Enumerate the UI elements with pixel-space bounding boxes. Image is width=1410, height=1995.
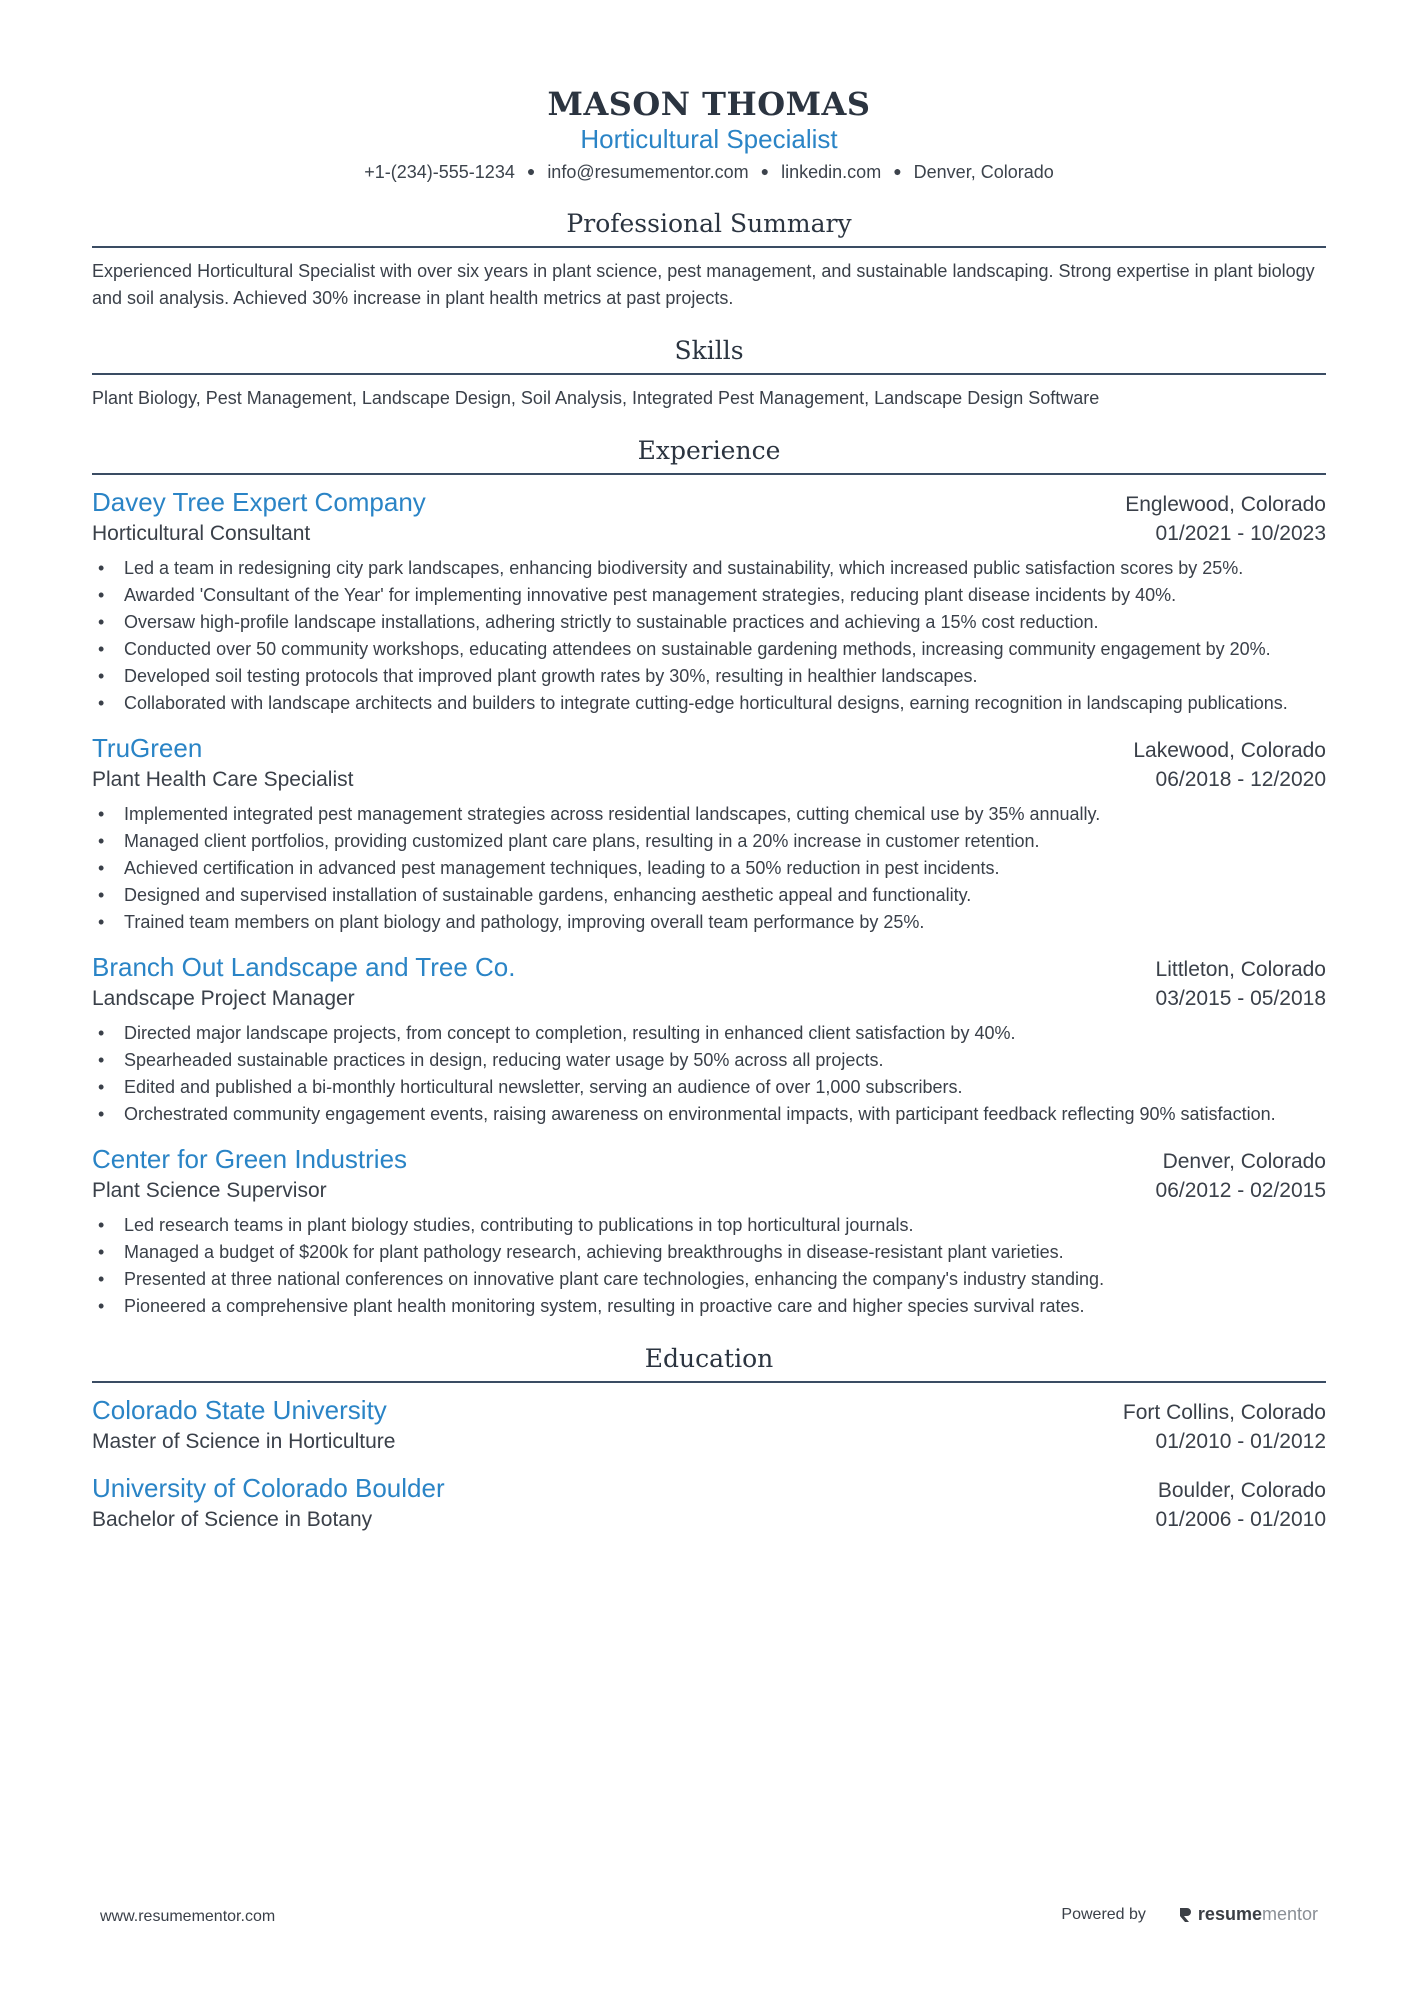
list-item: • Collaborated with landscape architects and builders to integrate cutting-edge horticultural designs, earning recognition in landscaping publications.	[124, 690, 1326, 717]
contact-line	[92, 160, 1326, 185]
job-bullets	[92, 1212, 1326, 1320]
job-header-row	[92, 950, 1326, 984]
education-section	[92, 1344, 1326, 1535]
experience-section	[92, 436, 1326, 1320]
summary-text: Experienced Horticultural Specialist with over six years in plant science, pest management, and sustainable landscaping. Strong expertise in plant biology and soil analysis. Achieved 30% increase in plant health metrics at past projects.	[92, 261, 1315, 308]
degree: Master of Science in Horticulture	[92, 1430, 396, 1453]
skills-text: Plant Biology, Pest Management, Landscape Design, Soil Analysis, Integrated Pest Management, Landscape Design Software	[92, 388, 1100, 408]
school-name: University of Colorado Boulder	[92, 1473, 445, 1503]
company-name: Branch Out Landscape and Tree Co.	[92, 952, 516, 982]
list-item: • Trained team members on plant biology and pathology, improving overall team performance by 25%.	[124, 909, 1326, 936]
job-bullets	[92, 1020, 1326, 1128]
job-header-row	[92, 1142, 1326, 1176]
list-item: • Spearheaded sustainable practices in design, reducing water usage by 50% across all projects.	[124, 1047, 1326, 1074]
list-item: • Pioneered a comprehensive plant health monitoring system, resulting in proactive care and higher species survival rates.	[124, 1293, 1326, 1320]
degree: Bachelor of Science in Botany	[92, 1508, 373, 1531]
job-bullets	[92, 555, 1326, 717]
section-title: Professional Summary	[92, 209, 1326, 248]
contact-email[interactable]: info@resumementor.com	[547, 162, 749, 182]
brand-wordmark	[1198, 1904, 1318, 1925]
resumementor-logo-icon	[1178, 1906, 1192, 1924]
school-header-row	[92, 1393, 1326, 1427]
candidate-role: Horticultural Specialist	[580, 124, 838, 154]
brand-logo[interactable]	[1178, 1904, 1318, 1925]
job-location: Denver, Colorado	[1162, 1150, 1326, 1173]
job-location: Lakewood, Colorado	[1133, 739, 1326, 762]
job-location: Englewood, Colorado	[1125, 493, 1326, 516]
job-position: Plant Health Care Specialist	[92, 768, 354, 791]
job-dates: 03/2015 - 05/2018	[1155, 987, 1326, 1010]
skills-section	[92, 336, 1326, 412]
resume-header	[92, 84, 1326, 185]
job-entry	[92, 950, 1326, 1128]
section-title: Skills	[92, 336, 1326, 375]
list-item: • Designed and supervised installation of sustainable gardens, enhancing aesthetic appeal and functionality.	[124, 882, 1326, 909]
list-item: • Oversaw high-profile landscape installations, adhering strictly to sustainable practices and achieving a 15% cost reduction.	[124, 609, 1326, 636]
company-name: TruGreen	[92, 733, 203, 763]
school-subheader-row	[92, 1427, 1326, 1457]
school-location: Fort Collins, Colorado	[1122, 1401, 1326, 1424]
school-entry	[92, 1471, 1326, 1535]
separator-dot: ●	[526, 163, 536, 179]
list-item: • Orchestrated community engagement events, raising awareness on environmental impacts, with participant feedback reflecting 90% satisfaction.	[124, 1101, 1326, 1128]
school-header-row	[92, 1471, 1326, 1505]
powered-by-label: Powered by	[1061, 1905, 1146, 1923]
list-item: • Awarded 'Consultant of the Year' for implementing innovative pest management strategies, reducing plant disease incidents by 40%.	[124, 582, 1326, 609]
job-dates: 01/2021 - 10/2023	[1155, 522, 1326, 545]
resume-page	[92, 84, 1326, 1535]
candidate-name: MASON THOMAS	[547, 85, 871, 123]
footer-branding	[1061, 1904, 1318, 1925]
job-subheader-row	[92, 984, 1326, 1014]
job-subheader-row	[92, 519, 1326, 549]
job-entry	[92, 485, 1326, 717]
job-list	[92, 485, 1326, 1320]
brand-light: mentor	[1261, 1904, 1318, 1924]
job-header-row	[92, 731, 1326, 765]
summary-section	[92, 209, 1326, 312]
school-location: Boulder, Colorado	[1157, 1479, 1326, 1502]
school-name: Colorado State University	[92, 1395, 387, 1425]
job-position: Plant Science Supervisor	[92, 1179, 327, 1202]
contact-location: Denver, Colorado	[913, 162, 1054, 182]
list-item: • Managed client portfolios, providing customized plant care plans, resulting in a 20% increase in customer retention.	[124, 828, 1326, 855]
list-item: • Implemented integrated pest management strategies across residential landscapes, cutting chemical use by 35% annually.	[124, 801, 1326, 828]
list-item: • Led a team in redesigning city park landscapes, enhancing biodiversity and sustainability, which increased public satisfaction scores by 25%.	[124, 555, 1326, 582]
school-entry	[92, 1393, 1326, 1457]
brand-bold: resume	[1197, 1904, 1262, 1924]
list-item: • Conducted over 50 community workshops, educating attendees on sustainable gardening methods, increasing community engagement by 20%.	[124, 636, 1326, 663]
job-subheader-row	[92, 765, 1326, 795]
list-item: • Managed a budget of $200k for plant pathology research, achieving breakthroughs in disease-resistant plant varieties.	[124, 1239, 1326, 1266]
contact-phone: +1-(234)-555-1234	[364, 162, 515, 182]
list-item: • Developed soil testing protocols that improved plant growth rates by 30%, resulting in healthier landscapes.	[124, 663, 1326, 690]
school-dates: 01/2010 - 01/2012	[1155, 1430, 1326, 1453]
list-item: • Achieved certification in advanced pest management techniques, leading to a 50% reduction in pest incidents.	[124, 855, 1326, 882]
footer-website[interactable]: www.resumementor.com	[100, 1908, 276, 1925]
section-title: Education	[92, 1344, 1326, 1383]
job-entry	[92, 731, 1326, 936]
job-subheader-row	[92, 1176, 1326, 1206]
list-item: • Presented at three national conferences on innovative plant care technologies, enhancing the company's industry standing.	[124, 1266, 1326, 1293]
company-name: Center for Green Industries	[92, 1144, 408, 1174]
school-list	[92, 1393, 1326, 1535]
job-position: Landscape Project Manager	[92, 987, 355, 1010]
job-location: Littleton, Colorado	[1155, 958, 1326, 981]
job-header-row	[92, 485, 1326, 519]
section-title: Experience	[92, 436, 1326, 475]
list-item: • Directed major landscape projects, from concept to completion, resulting in enhanced client satisfaction by 40%.	[124, 1020, 1326, 1047]
company-name: Davey Tree Expert Company	[92, 487, 426, 517]
job-bullets	[92, 801, 1326, 936]
job-dates: 06/2012 - 02/2015	[1155, 1179, 1326, 1202]
school-dates: 01/2006 - 01/2010	[1155, 1508, 1326, 1531]
separator-dot: ●	[760, 163, 770, 179]
list-item: • Edited and published a bi-monthly horticultural newsletter, serving an audience of over 1,000 subscribers.	[124, 1074, 1326, 1101]
job-dates: 06/2018 - 12/2020	[1155, 768, 1326, 791]
job-entry	[92, 1142, 1326, 1320]
list-item: • Led research teams in plant biology studies, contributing to publications in top horticultural journals.	[124, 1212, 1326, 1239]
contact-linkedin[interactable]: linkedin.com	[781, 162, 882, 182]
separator-dot: ●	[893, 163, 902, 179]
job-position: Horticultural Consultant	[92, 522, 311, 545]
school-subheader-row	[92, 1505, 1326, 1535]
